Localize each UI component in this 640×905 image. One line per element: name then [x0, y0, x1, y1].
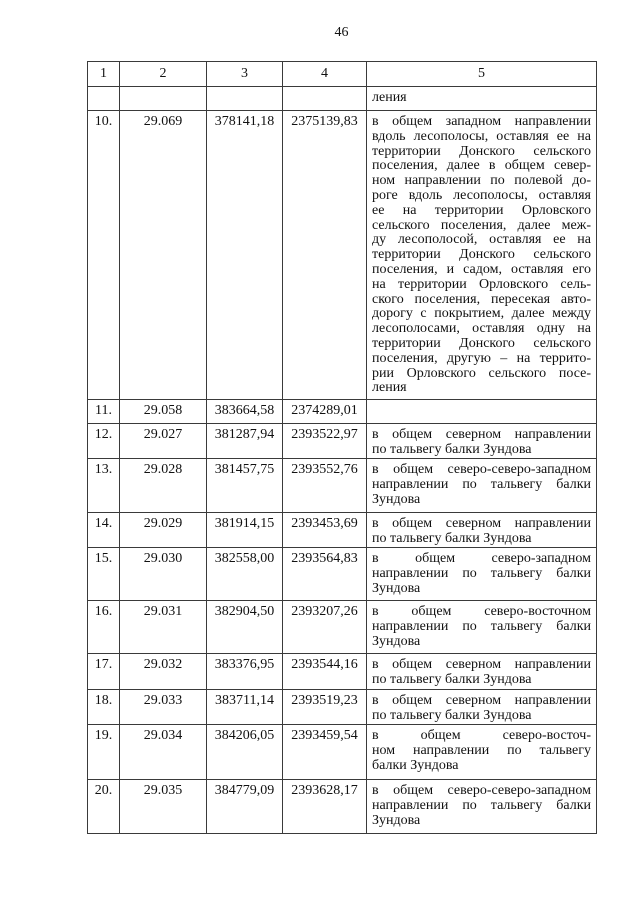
- cell-row-number: 18.: [88, 690, 120, 725]
- description-line: рии Орловского сельского посе-: [372, 365, 591, 381]
- description-line: в общем западном направлении: [372, 114, 591, 129]
- description-line: территории Донского сельского: [372, 335, 591, 351]
- description-line: в общем северо-восточном: [372, 604, 591, 619]
- cell-x-coordinate: 383664,58: [207, 400, 283, 424]
- description-line: дорогу с покрытием, далее между: [372, 306, 591, 322]
- table-row: [88, 424, 597, 459]
- description-line: по тальвегу балки Зундова: [372, 671, 532, 687]
- description-line: территории Донского сельского: [372, 247, 591, 263]
- header-col-4: 4: [283, 62, 367, 87]
- cell-row-number: 11.: [88, 400, 120, 424]
- description-line: Зундова: [372, 633, 421, 649]
- cell-description: [367, 601, 597, 654]
- table-header-row: [88, 62, 597, 87]
- cell-x-coordinate: 381914,15: [207, 513, 283, 548]
- cell-row-number: 16.: [88, 601, 120, 654]
- table-row: [88, 111, 597, 400]
- cell-description: [367, 548, 597, 601]
- cell-point-id: 29.028: [120, 459, 207, 513]
- table-row: [88, 601, 597, 654]
- description-line: в общем северо-восточ-: [372, 728, 591, 743]
- description-line: ления: [372, 380, 407, 396]
- description-line: Зундова: [372, 812, 421, 828]
- cell-x-coordinate: 381287,94: [207, 424, 283, 459]
- description-line: в общем северном направлении: [372, 516, 591, 531]
- cell-point-id: 29.069: [120, 111, 207, 400]
- cell-row-number: [88, 87, 120, 111]
- table-row: [88, 400, 597, 424]
- description-line: ном направлении по тальвегу: [372, 742, 591, 758]
- table-row: [88, 548, 597, 601]
- cell-point-id: 29.033: [120, 690, 207, 725]
- cell-x-coordinate: 383711,14: [207, 690, 283, 725]
- description-line: в общем северном направлении: [372, 693, 591, 708]
- cell-description: [367, 780, 597, 834]
- coordinates-table: [87, 61, 597, 834]
- description-line: в общем северо-северо-западном: [372, 783, 591, 798]
- cell-y-coordinate: [283, 87, 367, 111]
- cell-description: [367, 725, 597, 780]
- cell-row-number: 12.: [88, 424, 120, 459]
- description-line: ном направлении по полевой до-: [372, 173, 591, 189]
- cell-description: [367, 690, 597, 725]
- header-col-1: 1: [88, 62, 120, 87]
- cell-y-coordinate: 2393459,54: [283, 725, 367, 780]
- description-line: сельского поселения, далее меж-: [372, 217, 591, 233]
- table-row: [88, 690, 597, 725]
- cell-description: [367, 111, 597, 400]
- cell-row-number: 17.: [88, 654, 120, 690]
- description-line: поселения, другую – на террито-: [372, 350, 591, 366]
- table-row: [88, 725, 597, 780]
- description-line: поселения, далее в общем север-: [372, 158, 591, 174]
- description-line: роге вдоль лесополосы, оставляя: [372, 187, 591, 203]
- cell-y-coordinate: 2393628,17: [283, 780, 367, 834]
- cell-x-coordinate: 383376,95: [207, 654, 283, 690]
- cell-point-id: 29.058: [120, 400, 207, 424]
- description-line: ее на территории Орловского: [372, 202, 591, 218]
- description-line: Зундова: [372, 580, 421, 596]
- cell-description: [367, 400, 597, 424]
- description-line: ского поселения, пересекая авто-: [372, 291, 591, 307]
- cell-x-coordinate: 384206,05: [207, 725, 283, 780]
- header-col-2: 2: [120, 62, 207, 87]
- cell-description: [367, 424, 597, 459]
- description-line: в общем северо-западном: [372, 551, 591, 566]
- description-line: в общем северном направлении: [372, 657, 591, 672]
- description-line: ления: [372, 90, 407, 105]
- header-col-5: 5: [367, 62, 597, 87]
- cell-row-number: 13.: [88, 459, 120, 513]
- description-line: направлении по тальвегу балки: [372, 797, 591, 813]
- cell-description: [367, 654, 597, 690]
- cell-row-number: 15.: [88, 548, 120, 601]
- table-row: [88, 654, 597, 690]
- cell-y-coordinate: 2393522,97: [283, 424, 367, 459]
- description-line: лесополосами, оставляя одну на: [372, 321, 591, 337]
- cell-y-coordinate: 2393453,69: [283, 513, 367, 548]
- header-col-3: 3: [207, 62, 283, 87]
- cell-x-coordinate: 384779,09: [207, 780, 283, 834]
- cell-x-coordinate: 378141,18: [207, 111, 283, 400]
- description-line: направлении по тальвегу балки: [372, 565, 591, 581]
- description-line: Зундова: [372, 491, 421, 507]
- table-body: [88, 87, 597, 834]
- description-line: по тальвегу балки Зундова: [372, 530, 532, 546]
- cell-point-id: 29.031: [120, 601, 207, 654]
- description-line: направлении по тальвегу балки: [372, 476, 591, 492]
- cell-description: [367, 459, 597, 513]
- description-line: в общем северном направлении: [372, 427, 591, 442]
- cell-point-id: 29.029: [120, 513, 207, 548]
- cell-point-id: [120, 87, 207, 111]
- cell-y-coordinate: 2393519,23: [283, 690, 367, 725]
- cell-x-coordinate: [207, 87, 283, 111]
- table-row: [88, 780, 597, 834]
- cell-row-number: 19.: [88, 725, 120, 780]
- cell-x-coordinate: 382904,50: [207, 601, 283, 654]
- cell-point-id: 29.035: [120, 780, 207, 834]
- cell-point-id: 29.034: [120, 725, 207, 780]
- cell-row-number: 20.: [88, 780, 120, 834]
- page-number: 46: [334, 25, 349, 40]
- cell-description: [367, 513, 597, 548]
- description-line: вдоль лесополосы, оставляя ее на: [372, 128, 591, 144]
- cell-y-coordinate: 2393207,26: [283, 601, 367, 654]
- description-line: направлении по тальвегу балки: [372, 618, 591, 634]
- description-line: на территории Орловского сель-: [372, 276, 591, 292]
- description-line: в общем северо-северо-западном: [372, 462, 591, 477]
- description-line: ду лесополосой, оставляя ее на: [372, 232, 591, 248]
- cell-y-coordinate: 2374289,01: [283, 400, 367, 424]
- description-line: по тальвегу балки Зундова: [372, 707, 532, 723]
- cell-row-number: 10.: [88, 111, 120, 400]
- table-row: [88, 459, 597, 513]
- description-line: территории Донского сельского: [372, 143, 591, 159]
- cell-row-number: 14.: [88, 513, 120, 548]
- table-row: [88, 87, 597, 111]
- cell-x-coordinate: 382558,00: [207, 548, 283, 601]
- description-line: поселения, и садом, оставляя его: [372, 261, 591, 277]
- description-line: по тальвегу балки Зундова: [372, 441, 532, 457]
- table-row: [88, 513, 597, 548]
- cell-y-coordinate: 2393552,76: [283, 459, 367, 513]
- description-line: балки Зундова: [372, 757, 459, 773]
- cell-point-id: 29.027: [120, 424, 207, 459]
- cell-y-coordinate: 2375139,83: [283, 111, 367, 400]
- cell-y-coordinate: 2393544,16: [283, 654, 367, 690]
- cell-description: [367, 87, 597, 111]
- cell-y-coordinate: 2393564,83: [283, 548, 367, 601]
- cell-point-id: 29.032: [120, 654, 207, 690]
- cell-point-id: 29.030: [120, 548, 207, 601]
- cell-x-coordinate: 381457,75: [207, 459, 283, 513]
